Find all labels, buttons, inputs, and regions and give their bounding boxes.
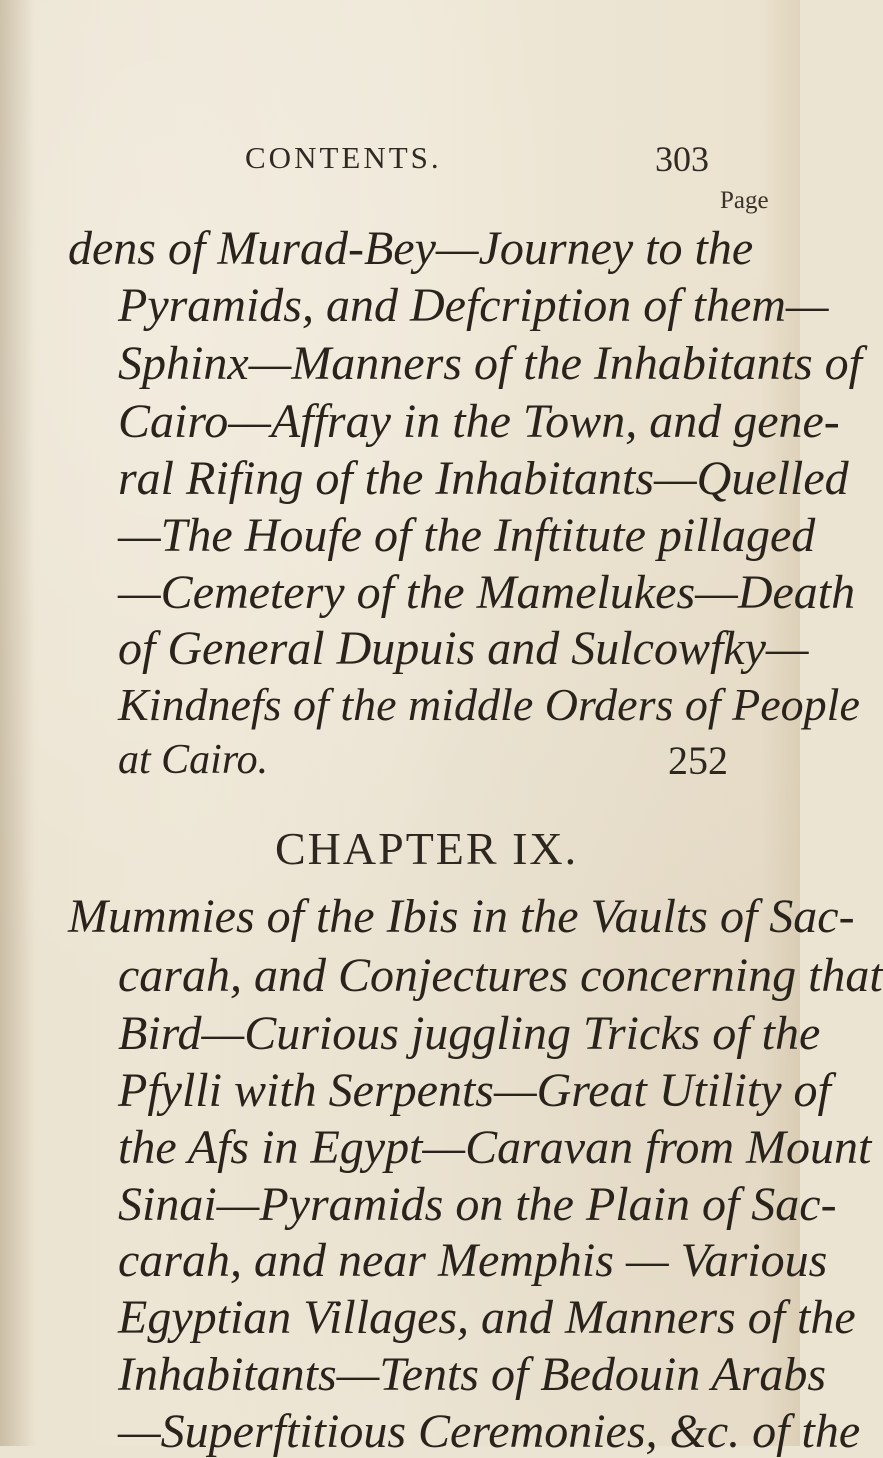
- summary-line: Inhabitants—Tents of Bedouin Arabs: [118, 1348, 827, 1401]
- summary-line: carah, and near Memphis — Various: [118, 1234, 828, 1287]
- entry-line: Pyramids, and Defcription of them—: [118, 279, 829, 332]
- entry-line: at Cairo.: [118, 737, 269, 783]
- entry-line: —Cemetery of the Mamelukes—Death: [118, 566, 856, 619]
- page-gutter-shadow: [0, 0, 34, 1446]
- entry-line: Kindnefs of the middle Orders of People: [118, 679, 860, 730]
- summary-line: —Superftitious Ceremonies, &c. of the: [118, 1405, 861, 1458]
- running-head-title: CONTENTS.: [245, 140, 442, 175]
- running-head: [0, 140, 800, 180]
- page-column-label: Page: [720, 187, 769, 214]
- summary-line: Sinai—Pyramids on the Plain of Sac-: [118, 1178, 837, 1231]
- summary-line: Pfylli with Serpents—Great Utility of: [118, 1064, 831, 1117]
- entry-page-number: 252: [668, 738, 728, 783]
- entry-line: dens of Murad-Bey—Journey to the: [68, 222, 754, 275]
- entry-line: Cairo—Affray in the Town, and gene-: [118, 395, 840, 448]
- entry-line: —The Houfe of the Inftitute pillaged: [118, 509, 816, 562]
- chapter-heading: CHAPTER IX.: [275, 823, 579, 874]
- summary-line: carah, and Conjectures concerning that: [118, 949, 883, 1002]
- summary-line: the Afs in Egypt—Caravan from Mount: [118, 1121, 872, 1174]
- entry-line: of General Dupuis and Sulcowfky—: [118, 622, 809, 675]
- entry-line: Sphinx—Manners of the Inhabitants of: [118, 337, 862, 390]
- summary-line: Mummies of the Ibis in the Vaults of Sac-: [68, 890, 855, 943]
- page-number: 303: [655, 139, 709, 179]
- summary-line: Egyptian Villages, and Manners of the: [118, 1291, 856, 1344]
- entry-line: ral Rifing of the Inhabitants—Quelled: [118, 452, 849, 505]
- summary-line: Bird—Curious juggling Tricks of the: [118, 1007, 821, 1060]
